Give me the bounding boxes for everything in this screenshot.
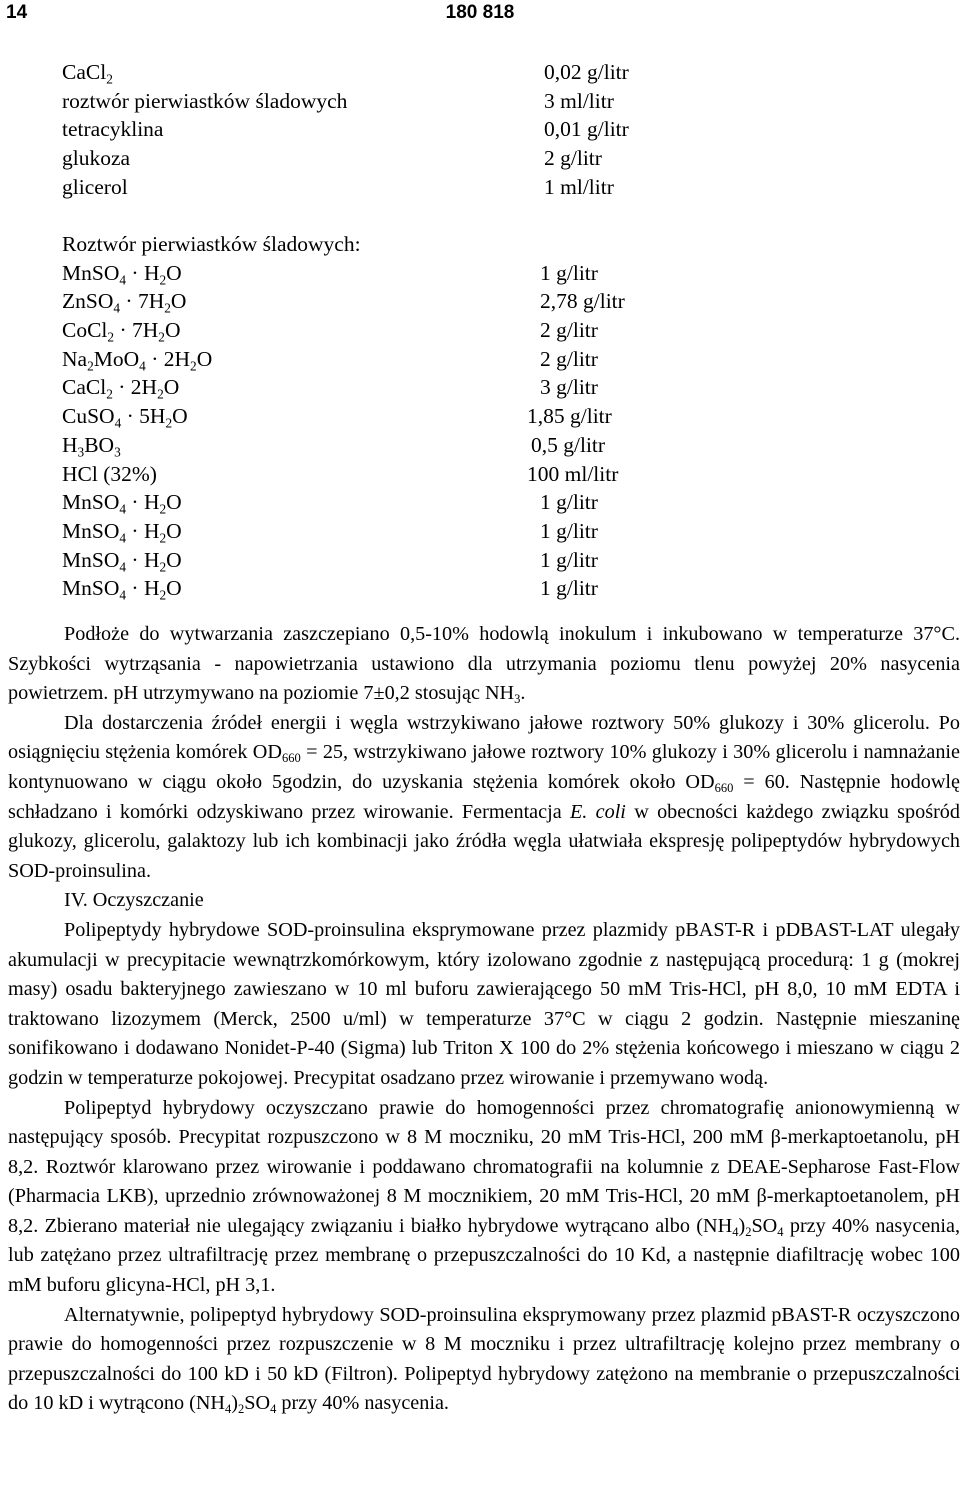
section-heading: IV. Oczyszczanie [64,889,204,912]
compound-formula: CoCl$_2$ · $7H_2O$ [62,318,181,345]
compound-formula: ZnSO$_4$ · $7H_2O$ [62,289,187,316]
medium-row [62,58,682,87]
medium-row [62,173,682,202]
compound-value: 100 ml/litr [527,461,619,486]
paragraph-fermentation-conditions: Podłoże do wytwarzania zaszczepiano 0,5-10% hodowlą inokulum i inkubowano w temperaturze 37°C. Szybkości wytrząsania - napowietrzania ustawiono dla utrzymania poziomu tlenu powyżej 20% nasycenia powietrzem. pH utrzymywano na poziomie 7±0,2 stosując $NH_3$. [8,623,960,707]
ingredient-value: 3 ml/litr [544,88,614,113]
ingredient-name: tetracyklina [62,117,164,142]
trace-row [62,259,682,288]
compound-value: 1 g/litr [540,547,598,572]
ingredient-value: 0,01 g/litr [544,117,629,142]
compound-value: 1 g/litr [540,576,598,601]
page-number: 14 [6,2,28,23]
trace-row [62,460,682,489]
trace-row [62,546,682,575]
trace-heading-text: Roztwór pierwiastków śladowych: [62,232,361,256]
compound-value: 1 g/litr [540,260,598,285]
compound-formula: MnSO$_4$ · $H_2O$ [62,518,182,546]
paragraph-chromatography: Polipeptyd hybrydowy oczyszczano prawie do homogenności przez chromatografię anionowymienną w następujący sposób. Precypitat rozpuszczono w 8 M moczniku, 20 mM Tris-HCl, 200 mM β-merkaptoetanolu, pH 8,2. Roztwór klarowano przez wirowanie i poddawano chromatografii na kolumnie z DEAE-Sepharose Fast-Flow (Pharmacia LKB), uprzednio zrównoważonej 8 M mocznikiem, 20 mM Tris-HCl, 20 mM β-merkaptoetanolem, pH 8,2. Zbierano materiał nie ulegający związaniu i białko hybrydowe wytrącano albo $(NH_4)_2SO_4$ przy 40% nasycenia, lub zatężano przez ultrafiltrację przez membranę o przepuszczalności do 10 Kd, a następnie diafiltrację wobec 100 mM buforu glicyna-HCl, pH 3,1. [8,1096,960,1297]
compound-formula: HCl (32%) [62,461,157,486]
trace-row [62,517,682,546]
compound-formula: $Na_2MoO_4 \cdot 2H_2O$ [62,346,213,373]
trace-row [62,574,682,603]
compound-formula: CaCl$_2$ · $2H_2O$ [62,375,180,402]
trace-heading [62,230,682,259]
trace-elements-table [62,230,682,603]
ingredient-value: 2 g/litr [544,146,602,171]
compound-formula: MnSO$_4$ · $H_2O$ [62,547,182,574]
paragraph-purification: Polipeptydy hybrydowe SOD-proinsulina eksprymowane przez plazmidy pBAST-R i pDBAST-LAT ulegały akumulacji w precypitacie wewnątrzkomórkowym, który izolowano zgodnie z następującą procedurą: 1 g (mokrej masy) osadu bakteryjnego zawieszano w 10 ml buforu zawierającego 50 mM Tris-HCl, pH 8,0, 10 mM EDTA i traktowano lizozymem (Merck, 2500 u/ml) w temperaturze 37°C w ciągu 2 godzin. Następnie mieszaninę sonifikowano i dodawano Nonidet-P-40 (Sigma) lub Triton X 100 do 2% stężenia końcowego i mieszano w ciągu 2 godzin w temperaturze pokojowej. Precypitat osadzano przez wirowanie i przemywano wodą. [8,918,960,1089]
compound-value: 0,5 g/litr [531,432,606,457]
compound-value: 3 g/litr [540,375,598,400]
compound-value: 2 g/litr [540,346,598,371]
compound-formula: MnSO$_4$ · $H_2O$ [62,576,182,603]
body-text [8,620,960,1419]
trace-row [62,345,682,374]
compound-formula: MnSO$_4$ · $H_2O$ [62,490,182,517]
patent-number: 180 818 [445,2,515,23]
trace-row [62,402,682,431]
compound-value: 2 g/litr [540,318,598,343]
trace-row [62,488,682,517]
trace-row [62,373,682,402]
medium-row [62,115,682,144]
medium-row [62,144,682,173]
ingredient-name: glukoza [62,146,131,171]
ingredient-name: CaCl$_2$ [62,60,113,87]
paragraph-alternative: Alternatywnie, polipeptyd hybrydowy SOD-proinsulina eksprymowany przez plazmid pBAST-R oczyszczono prawie do homogenności przez rozpuszczenie w 8 M moczniku i przez ultrafiltrację kolejno przez membrany o przepuszczalności do 100 kD i 50 kD (Filtron). Polipeptyd hybrydowy zatężono na membranie o przepuszczalności do 10 kD i wytrącono $(NH_4)_2SO_4$ przy 40% nasycenia. [8,1303,960,1417]
compound-formula: CuSO$_4$ · $5H_2O$ [62,404,188,431]
trace-row [62,316,682,345]
ingredient-name: glicerol [62,174,128,199]
ingredient-value: 0,02 g/litr [544,60,629,84]
compound-value: 1 g/litr [540,518,598,543]
page-header [0,0,960,30]
ingredient-name: roztwór pierwiastków śladowych [62,88,348,113]
compound-formula: MnSO$_4$ · $H_2O$ [62,260,182,287]
paragraph-energy-sources: Dla dostarczenia źródeł energii i węgla wstrzykiwano jałowe roztwory 50% glukozy i 30% glicerolu. Po osiągnięciu stężenia komórek $OD_{660} = 25$, wstrzykiwano jałowe roztwory 10% glukozy i 30% glicerolu i namnażanie kontynuowano w ciągu około 5godzin, do uzyskania stężenia komórek około $OD_{660} = 60$. Następnie hodowlę schładzano i komórki odzyskiwano przez wirowanie. Fermentacja E. coli w obecności każdego związku spośród glukozy, glicerolu, galaktozy lub ich kombinacji jako źródła węgla ułatwiała ekspresję polipeptydów hybrydowych SOD-proinsulina. [8,711,960,882]
ingredient-value: 1 ml/litr [544,174,614,199]
compound-value: 1 g/litr [540,490,598,515]
medium-row [62,87,682,116]
compound-value: 1,85 g/litr [527,404,612,429]
trace-row [62,431,682,460]
trace-row [62,287,682,316]
medium-composition-table [62,58,682,201]
compound-value: 2,78 g/litr [540,289,625,314]
compound-formula: $H_3BO_3$ [62,432,121,460]
